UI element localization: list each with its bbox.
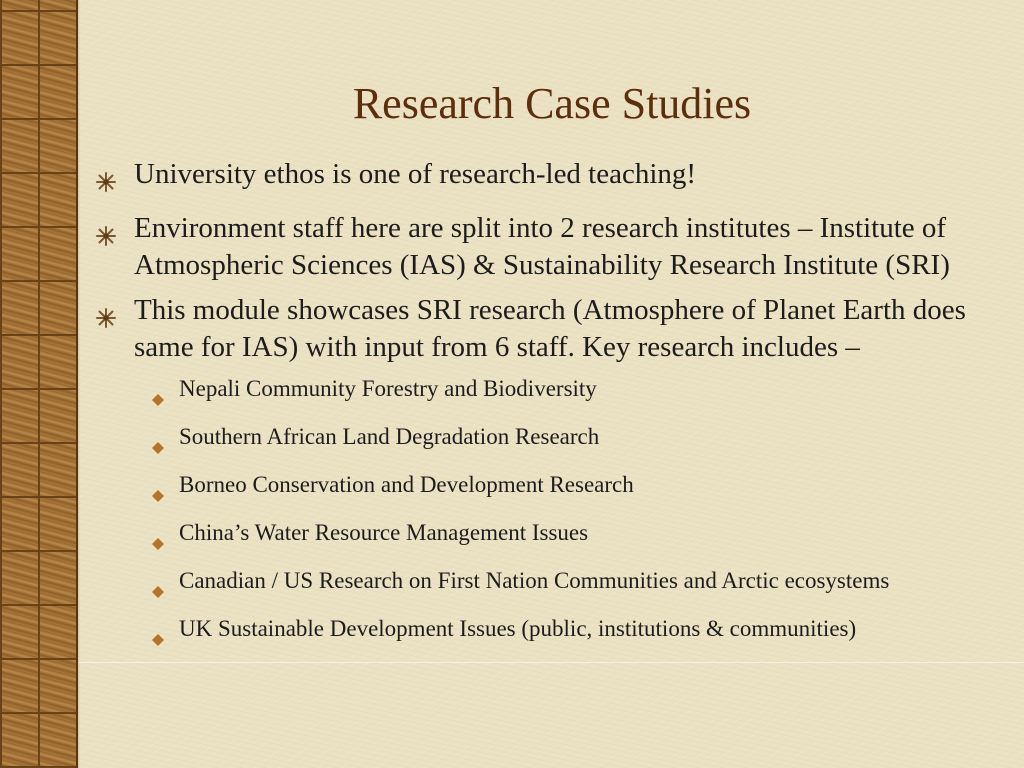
- star-burst-bullet-icon: [96, 156, 134, 202]
- sub-bullet-item: [152, 470, 1011, 510]
- sub-bullet-item: [152, 518, 1011, 558]
- diamond-bullet-icon: [152, 614, 179, 654]
- bullet-item: [96, 210, 1011, 284]
- diamond-bullet-icon: [152, 374, 179, 414]
- sub-bullet-item: [152, 614, 1011, 654]
- star-burst-bullet-icon: [96, 292, 134, 338]
- sub-bullet-text: Canadian / US Research on First Nation Communities and Arctic ecosystems: [179, 568, 890, 593]
- bullet-text: Environment staff here are split into 2 research institutes – Institute of Atmospheric Sciences (IAS) & Sustainability Research Institute (SRI): [134, 212, 950, 281]
- sub-bullet-text: Nepali Community Forestry and Biodiversity: [179, 376, 597, 401]
- sub-bullet-item: [152, 422, 1011, 462]
- slide-body: [96, 156, 1011, 662]
- sub-bullet-text: Borneo Conservation and Development Research: [179, 472, 634, 497]
- sub-bullet-text: China’s Water Resource Management Issues: [179, 520, 589, 545]
- sub-bullet-item: [152, 566, 1011, 606]
- slide-title: Research Case Studies: [352, 79, 752, 128]
- decorative-side-strip: [0, 0, 78, 768]
- diamond-bullet-icon: [152, 422, 179, 462]
- sub-bullet-text: UK Sustainable Development Issues (public, institutions & communities): [179, 616, 857, 641]
- diamond-bullet-icon: [152, 518, 179, 558]
- bullet-text: This module showcases SRI research (Atmosphere of Planet Earth does same for IAS) with input from 6 staff. Key research includes –: [134, 294, 966, 363]
- diamond-bullet-icon: [152, 470, 179, 510]
- star-burst-bullet-icon: [96, 210, 134, 256]
- diamond-bullet-icon: [152, 566, 179, 606]
- divider-line: [78, 662, 1024, 663]
- bullet-item: [96, 156, 1011, 202]
- sub-bullet-text: Southern African Land Degradation Research: [179, 424, 600, 449]
- bullet-text: University ethos is one of research-led teaching!: [134, 158, 697, 190]
- bullet-item: [96, 292, 1011, 366]
- sub-bullet-item: [152, 374, 1011, 414]
